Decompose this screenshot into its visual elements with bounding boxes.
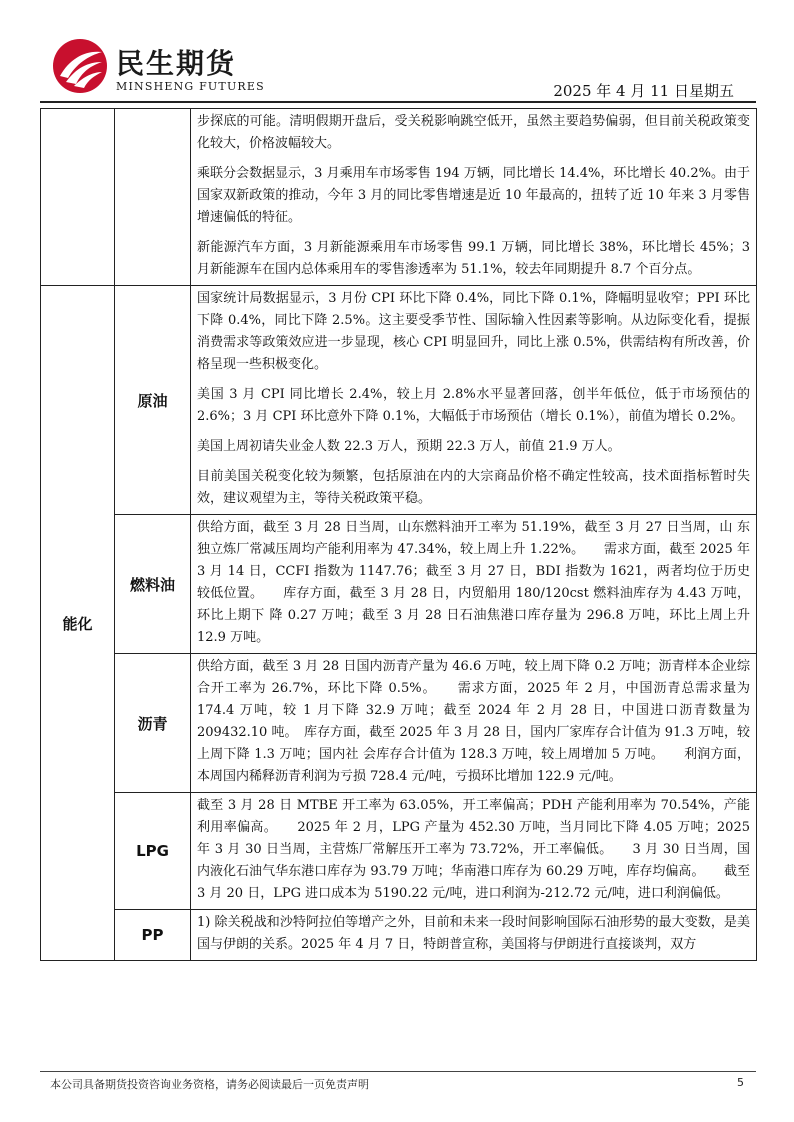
category-cell-empty (41, 109, 115, 286)
product-cell-empty (115, 109, 191, 286)
category-cell: 能化 (41, 286, 115, 961)
content-paragraph: 步探底的可能。清明假期开盘后，受关税影响跳空低开，虽然主要趋势偏弱，但目前关税政策变化较大，价格波幅较大。 (197, 114, 750, 151)
content-paragraph: 供给方面，截至 3 月 28 日当周，山东燃料油开工率为 51.19%，截至 3 月 27 日当周，山 东独立炼厂常减压周均产能利用率为 47.34%，较上周上升 1.22%。 需求方面，截至 2025 年 3 月 14 日，CCFI 指数为 1147.76；截至 3 月 27 日，BDI 指数为 1621，两者均位于历史较低位置。 库存方面，截至 3 月 28 日，内贸船用 180/120cst 燃料油库存为 4.43 万吨，环比上期下 降 0.27 万吨；截至 3 月 28 日石油焦港口库存量为 296.8 万吨，环比上周上升 12.9 万吨。 (197, 520, 750, 645)
content-cell (191, 654, 757, 793)
content-cell (191, 109, 757, 286)
content-paragraph: 乘联分会数据显示，3 月乘用车市场零售 194 万辆，同比增长 14.4%，环比增长 40.2%。由于国家双新政策的推动，今年 3 月的同比零售增速是近 10 年最高的，扭转了近 10 年来 3 月零售增速偏低的特征。 (197, 166, 750, 225)
product-name: PP (115, 910, 191, 961)
content-paragraph: 国家统计局数据显示，3 月份 CPI 环比下降 0.4%，同比下降 0.1%，降幅明显收窄；PPI 环比下降 0.4%，同比下降 2.5%。这主要受季节性、国际输入性因素等影响。从边际变化看，提振消费需求等政策效应进一步显现，核心 CPI 明显回升，同比上涨 0.5%，供需结构有所改善，价格呈现一些积极变化。 (197, 291, 750, 372)
product-name: 燃料油 (115, 515, 191, 654)
page-number: 5 (737, 1076, 744, 1089)
content-cell (191, 286, 757, 515)
table-row (41, 286, 757, 515)
content-cell (191, 793, 757, 910)
content-cell (191, 910, 757, 961)
content-paragraph: 1) 除关税战和沙特阿拉伯等增产之外，目前和未来一段时间影响国际石油形势的最大变数，是美国与伊朗的关系。2025 年 4 月 7 日，特朗普宣称，美国将与伊朗进行直接谈判，双方 (197, 915, 750, 952)
page-header (0, 0, 794, 108)
content-paragraph: 新能源汽车方面，3 月新能源乘用车市场零售 99.1 万辆，同比增长 38%，环比增长 45%；3 月新能源车在国内总体乘用车的零售渗透率为 51.1%，较去年同期提升 8.7 个百分点。 (197, 240, 750, 277)
product-name: 原油 (115, 286, 191, 515)
table-row (41, 109, 757, 286)
brand-name-cn: 民生期货 (116, 47, 237, 80)
product-name: LPG (115, 793, 191, 910)
content-paragraph: 目前美国关税变化较为频繁，包括原油在内的大宗商品价格不确定性较高，技术面指标暂时失效，建议观望为主，等待关税政策平稳。 (197, 469, 750, 506)
report-date: 2025 年 4 月 11 日星期五 (553, 82, 734, 100)
table-row (41, 793, 757, 910)
footer-divider (40, 1071, 756, 1072)
disclaimer-note: 本公司具备期货投资咨询业务资格，请务必阅读最后一页免责声明 (50, 1078, 369, 1091)
content-paragraph: 美国 3 月 CPI 同比增长 2.4%，较上月 2.8%水平显著回落，创半年低位，低于市场预估的 2.6%；3 月 CPI 环比意外下降 0.1%，大幅低于市场预估（增长 0.1%），前值为增长 0.2%。 (197, 387, 750, 424)
product-name: 沥青 (115, 654, 191, 793)
content-paragraph: 截至 3 月 28 日 MTBE 开工率为 63.05%，开工率偏高；PDH 产能利用率为 70.54%，产能利用率偏高。 2025 年 2 月，LPG 产量为 452.30 万吨，当月同比下降 4.05 万吨；2025 年 3 月 30 日当周，主营炼厂常解压开工率为 73.72%，开工率偏低。 3 月 30 日当周，国内液化石油气华东港口库存为 93.79 万吨；华南港口库存为 60.29 万吨，库存均偏高。 截至 3 月 20 日，LPG 进口成本为 5190.22 元/吨，进口利润为-212.72 元/吨，进口利润偏低。 (197, 798, 750, 901)
table-row (41, 515, 757, 654)
commodity-table (40, 108, 756, 961)
content-paragraph: 供给方面，截至 3 月 28 日国内沥青产量为 46.6 万吨，较上周下降 0.2 万吨；沥青样本企业综合开工率为 26.7%，环比下降 0.5%。 需求方面，2025 年 2 月，中国沥青总需求量为 174.4 万吨，较 1 月下降 32.9 万吨；截至 2024 年 2 月 28 日，中国进口沥青数量为 209432.10 吨。 库存方面，截至 2025 年 3 月 28 日，国内厂家库存合计值为 91.3 万吨，较上周下降 1.3 万吨；国内社 会库存合计值为 128.3 万吨，较上周增加 5 万吨。 利润方面，本周国内稀释沥青利润为亏损 728.4 元/吨，亏损环比增加 122.9 元/吨。 (197, 659, 750, 784)
table-row (41, 910, 757, 961)
header-divider (40, 101, 756, 103)
content-cell (191, 515, 757, 654)
brand-name-en: MINSHENG FUTURES (116, 80, 265, 93)
minsheng-logo-icon (52, 38, 108, 94)
table-row (41, 654, 757, 793)
content-paragraph: 美国上周初请失业金人数 22.3 万人，预期 22.3 万人，前值 21.9 万人。 (197, 439, 621, 454)
